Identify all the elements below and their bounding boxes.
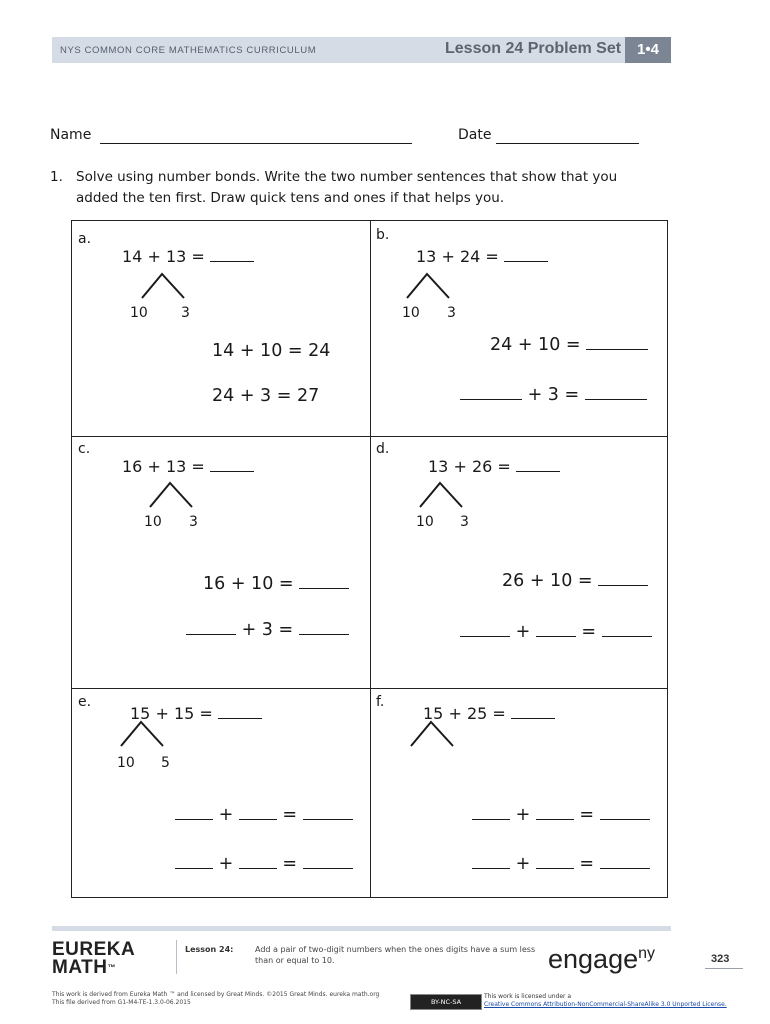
problem-d-sentence-2: + = <box>460 622 652 642</box>
problem-c-bond-left: 10 <box>144 514 162 530</box>
problem-c-bond-right: 3 <box>189 514 198 530</box>
grid-divider-row2 <box>71 688 668 689</box>
problem-a-expression: 14 + 13 = <box>122 247 254 266</box>
problem-a-bond-right: 3 <box>181 305 190 321</box>
problem-b-sentence-1-blank[interactable] <box>586 335 648 350</box>
grid-divider-vertical <box>370 221 371 897</box>
problem-b-expression: 13 + 24 = <box>416 247 548 266</box>
problem-e-answer-blank[interactable] <box>218 704 262 719</box>
lesson-title: Lesson 24 Problem Set <box>445 40 622 57</box>
problem-e-sentence-1-blank-3[interactable] <box>303 805 353 820</box>
eureka-logo-line-2: MATH™ <box>52 957 116 978</box>
footer-lesson-description: Add a pair of two-digit numbers when the ones digits have a sum less than or equal to 10. <box>255 945 536 965</box>
name-label: Name <box>50 127 92 143</box>
problem-c-sentence-2-blank-1[interactable] <box>186 620 236 635</box>
eureka-math-logo <box>52 941 135 977</box>
problem-d-label: d. <box>376 441 390 457</box>
grid-divider-row1 <box>71 436 668 437</box>
problem-e-sentence-1: + = <box>175 805 353 825</box>
copyright-notice <box>52 991 379 1007</box>
problem-b-sentence-2: + 3 = <box>460 385 647 405</box>
license-text: This work is licensed under a <box>484 993 572 1000</box>
problem-e-label: e. <box>78 694 92 710</box>
creative-commons-badge: BY-NC-SA <box>410 994 482 1010</box>
problem-d-bond-left: 10 <box>416 514 434 530</box>
problem-e-sentence-1-blank-1[interactable] <box>175 805 213 820</box>
copyright-line-2: This file derived from G1-M4-TE-1.3.0-06.2015 <box>52 999 191 1006</box>
problem-d-sentence-2-blank-2[interactable] <box>536 622 576 637</box>
problem-a-label: a. <box>78 231 92 247</box>
problem-d-sentence-2-blank-1[interactable] <box>460 622 510 637</box>
problem-e-bond-right: 5 <box>161 755 170 771</box>
license-link[interactable]: Creative Commons Attribution-NonCommercial-ShareAlike 3.0 Unported License. <box>484 1001 727 1008</box>
problem-f-sentence-1-blank-2[interactable] <box>536 805 574 820</box>
date-label: Date <box>458 127 492 143</box>
name-field[interactable] <box>100 143 412 144</box>
problem-b-sentence-2-blank-2[interactable] <box>585 385 647 400</box>
problem-e-sentence-1-blank-2[interactable] <box>239 805 277 820</box>
page-number: 323 <box>711 953 730 965</box>
curriculum-title: NYS COMMON CORE MATHEMATICS CURRICULUM <box>60 45 317 56</box>
problem-c-sentence-2-blank-2[interactable] <box>299 620 349 635</box>
problem-e-expression: 15 + 15 = <box>130 704 262 723</box>
problem-b-sentence-2-blank-1[interactable] <box>460 385 522 400</box>
problem-c-label: c. <box>78 441 91 457</box>
page-number-rule <box>705 968 743 969</box>
engage-ny-logo: engage$^{ny}$ <box>548 944 656 974</box>
problem-grid <box>71 220 668 898</box>
problem-a-sentence-1: 14 + 10 = 24 <box>212 341 331 361</box>
problem-a-bond-left: 10 <box>130 305 148 321</box>
footer-lesson-label: Lesson 24: <box>185 945 234 954</box>
problem-e-sentence-2: + = <box>175 854 353 874</box>
problem-c-answer-blank[interactable] <box>210 457 254 472</box>
problem-f-sentence-1: + = <box>472 805 650 825</box>
problem-d-bond-right: 3 <box>460 514 469 530</box>
problem-b-answer-blank[interactable] <box>504 247 548 262</box>
problem-b-number-bond <box>405 272 451 300</box>
problem-b-label: b. <box>376 227 390 243</box>
problem-e-sentence-2-blank-3[interactable] <box>303 854 353 869</box>
problem-e-sentence-2-blank-1[interactable] <box>175 854 213 869</box>
problem-d-sentence-2-blank-3[interactable] <box>602 622 652 637</box>
problem-a-sentence-2: 24 + 3 = 27 <box>212 386 320 406</box>
problem-b-sentence-1: 24 + 10 = <box>490 335 648 355</box>
license-notice <box>484 993 727 1009</box>
problem-d-number-bond <box>418 481 464 509</box>
question-number: 1. <box>50 169 63 185</box>
problem-f-label: f. <box>376 694 385 710</box>
problem-c-sentence-1-blank[interactable] <box>299 574 349 589</box>
module-badge: 1•4 <box>625 37 671 63</box>
problem-f-sentence-2-blank-1[interactable] <box>472 854 510 869</box>
problem-d-sentence-1: 26 + 10 = <box>502 571 648 591</box>
date-field[interactable] <box>496 143 639 144</box>
problem-f-sentence-2: + = <box>472 854 650 874</box>
problem-e-sentence-2-blank-2[interactable] <box>239 854 277 869</box>
problem-f-expression: 15 + 25 = <box>423 704 555 723</box>
problem-c-number-bond <box>148 481 194 509</box>
problem-f-answer-blank[interactable] <box>511 704 555 719</box>
problem-d-answer-blank[interactable] <box>516 457 560 472</box>
problem-d-expression: 13 + 26 = <box>428 457 560 476</box>
problem-b-bond-left: 10 <box>402 305 420 321</box>
footer-rule <box>52 926 671 931</box>
problem-c-sentence-2: + 3 = <box>186 620 349 640</box>
problem-b-bond-right: 3 <box>447 305 456 321</box>
problem-e-number-bond <box>119 720 165 748</box>
eureka-logo-line-1: EUREKA <box>52 939 136 960</box>
problem-d-sentence-1-blank[interactable] <box>598 571 648 586</box>
problem-a-number-bond <box>140 272 186 300</box>
instruction-line-1: Solve using number bonds. Write the two number sentences that show that you <box>76 169 618 185</box>
problem-f-sentence-1-blank-1[interactable] <box>472 805 510 820</box>
instruction-line-2: added the ten first. Draw quick tens and ones if that helps you. <box>76 190 505 206</box>
problem-f-number-bond <box>409 720 455 748</box>
problem-f-sentence-2-blank-2[interactable] <box>536 854 574 869</box>
copyright-line-1: This work is derived from Eureka Math ™ and licensed by Great Minds. ©2015 Great Minds. eureka math.org <box>52 991 380 998</box>
problem-c-expression: 16 + 13 = <box>122 457 254 476</box>
problem-a-answer-blank[interactable] <box>210 247 254 262</box>
problem-e-bond-left: 10 <box>117 755 135 771</box>
problem-c-sentence-1: 16 + 10 = <box>203 574 349 594</box>
footer-divider <box>176 940 177 974</box>
problem-f-sentence-2-blank-3[interactable] <box>600 854 650 869</box>
problem-f-sentence-1-blank-3[interactable] <box>600 805 650 820</box>
